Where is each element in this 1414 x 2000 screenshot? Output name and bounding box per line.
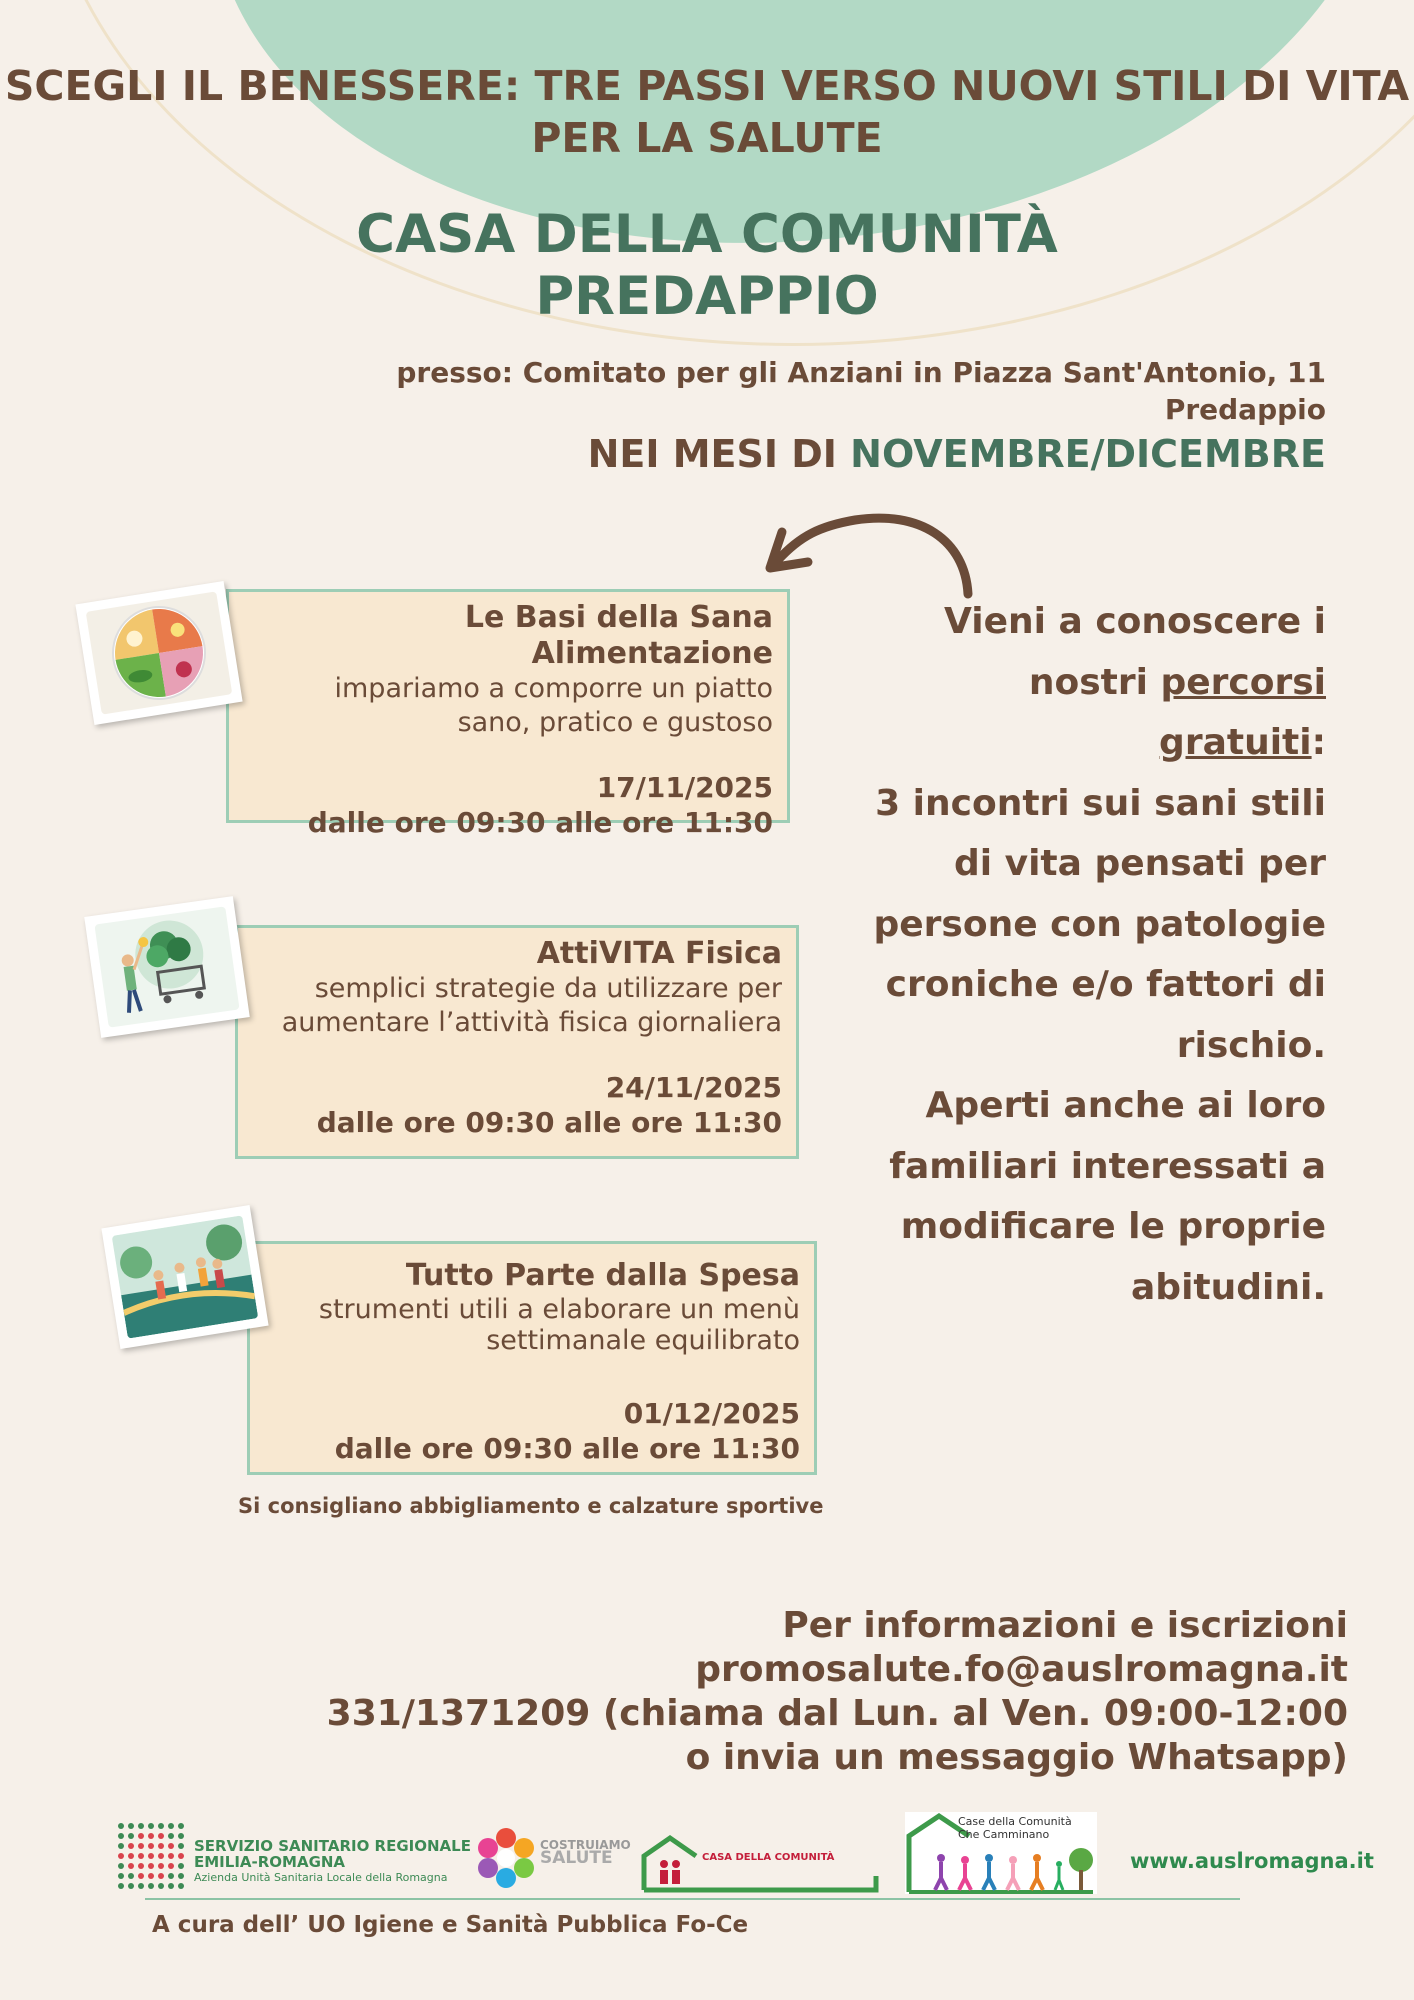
walking-group-icon: [112, 1215, 259, 1338]
contact-phone[interactable]: 331/1371209 (chiama dal Lun. al Ven. 09:00-12:00: [326, 1693, 1348, 1734]
description-line: 3 incontri sui sani stili: [875, 782, 1326, 824]
footer-divider: [145, 1898, 1240, 1900]
cdcc-text: [958, 1815, 1072, 1841]
casa-comunita-logo-icon: [640, 1834, 880, 1894]
program-description: [856, 592, 1326, 1318]
cdcc-line-1: Case della Comunità: [958, 1815, 1072, 1828]
location-title: [0, 204, 1414, 328]
ssr-line-1: SERVIZIO SANITARIO REGIONALE: [194, 1837, 471, 1855]
title-line-1: SCEGLI IL BENESSERE: TRE PASSI VERSO NUOVI STILI DI VITA: [4, 62, 1410, 110]
contact-info: [248, 1604, 1348, 1780]
description-line: modificare le proprie: [900, 1206, 1326, 1247]
page-title: [0, 60, 1414, 164]
plate-icon: [86, 591, 233, 714]
ssr-line-3: Azienda Unità Sanitaria Locale della Romagna: [194, 1871, 448, 1884]
description-line: rischio.: [1176, 1024, 1326, 1066]
free-courses-highlight: percorsi gratuiti: [1159, 661, 1326, 763]
costruiamo-salute-logo-icon: [474, 1826, 538, 1890]
shopping-photo: [84, 896, 250, 1038]
casa-line-1: CASA DELLA COMUNITÀ: [356, 204, 1058, 265]
ssr-logo-text: [194, 1838, 471, 1886]
website-link[interactable]: www.auslromagna.it: [1130, 1849, 1374, 1873]
contact-whatsapp: o invia un messaggio Whatsapp): [685, 1737, 1348, 1778]
presso-line-2: Predappio: [1164, 393, 1326, 426]
casa-comunita-text: CASA DELLA COMUNITÀ: [702, 1852, 835, 1863]
event-title: AttiVITA Fisica: [536, 936, 782, 971]
description-line: familiari interessati a: [889, 1145, 1326, 1187]
ssr-logo-icon: [115, 1820, 189, 1894]
description-line: di vita pensati per: [953, 843, 1326, 884]
months-banner: [588, 430, 1326, 478]
presso-line-1: presso: Comitato per gli Anziani in Piazza Sant'Antonio, 11: [396, 356, 1326, 389]
months-highlight: NOVEMBRE/DICEMBRE: [850, 432, 1326, 476]
description-line: abitudini.: [1131, 1266, 1326, 1308]
contact-heading: Per informazioni e iscrizioni: [782, 1605, 1348, 1646]
event-card-1: [226, 589, 790, 839]
event-time: dalle ore 09:30 alle ore 11:30: [316, 1106, 782, 1139]
event-date: 24/11/2025: [605, 1071, 782, 1104]
event-card-3: [247, 1241, 817, 1475]
costruiamo-line: COSTRUIAMO: [540, 1838, 631, 1852]
venue-address: [226, 354, 1326, 428]
event-card-2: [235, 925, 799, 1159]
description-line: Vieni a conoscere i: [944, 601, 1326, 642]
event-title: Tutto Parte dalla Spesa: [405, 1258, 800, 1293]
event-time: dalle ore 09:30 alle ore 11:30: [334, 1432, 800, 1465]
event-desc-line-1: impariamo a comporre un piatto: [334, 673, 773, 704]
dress-code-note: Si consigliano abbigliamento e calzature sportive: [238, 1494, 824, 1518]
ssr-line-2: EMILIA-ROMAGNA: [194, 1853, 346, 1871]
event-title: Le Basi della Sana Alimentazione: [464, 600, 773, 671]
contact-email[interactable]: promosalute.fo@auslromagna.it: [695, 1649, 1348, 1690]
healthy-plate-photo: [75, 581, 242, 725]
description-text: :: [1311, 722, 1326, 763]
credits: A cura dell’ UO Igiene e Sanità Pubblica Fo-Ce: [152, 1912, 749, 1938]
description-line: Aperti anche ai loro: [925, 1085, 1326, 1126]
description-line: [856, 653, 1326, 774]
cdcc-line-2: Che Camminano: [958, 1828, 1050, 1841]
shopping-cart-icon: [94, 906, 239, 1027]
salute-line: SALUTE: [540, 1848, 613, 1868]
title-line-2: PER LA SALUTE: [531, 114, 883, 162]
event-date: 17/11/2025: [596, 771, 773, 804]
description-line: croniche e/o fattori di: [885, 964, 1326, 1005]
event-desc-line-2: sano, pratico e gustoso: [457, 707, 773, 738]
months-prefix: NEI MESI DI: [587, 432, 851, 476]
event-desc-line-1: strumenti utili a elaborare un menù: [318, 1294, 800, 1325]
event-time: dalle ore 09:30 alle ore 11:30: [307, 806, 773, 839]
casa-line-2: PREDAPPIO: [535, 266, 879, 327]
event-desc-line-1: semplici strategie da utilizzare per: [314, 973, 782, 1004]
event-date: 01/12/2025: [623, 1397, 800, 1430]
event-desc-line-2: aumentare l’attività fisica giornaliera: [281, 1007, 782, 1038]
description-line: persone con patologie: [873, 903, 1326, 945]
costruiamo-salute-text: [540, 1838, 631, 1868]
walking-group-photo: [101, 1205, 268, 1349]
event-desc-line-2: settimanale equilibrato: [486, 1325, 800, 1356]
description-text: nostri: [1028, 661, 1161, 703]
